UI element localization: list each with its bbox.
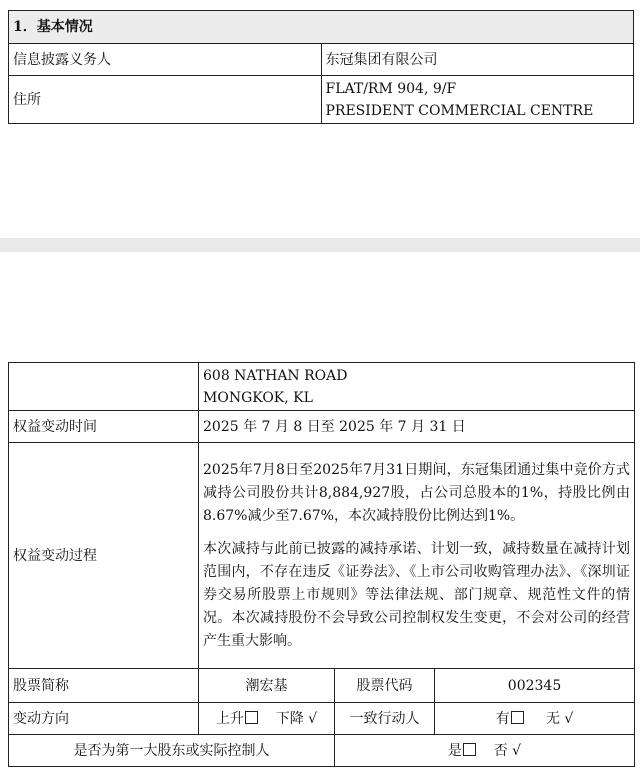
direction-up-text: 上升	[215, 710, 244, 727]
concert-value	[435, 703, 635, 735]
address-line: MONGKOK, KL	[203, 389, 313, 406]
table-row	[9, 703, 635, 735]
basic-info-table	[8, 10, 634, 124]
concert-no-text: 无	[545, 710, 560, 727]
largest-holder-label: 是否为第一大股东或实际控制人	[9, 735, 335, 767]
address-label: 住所	[9, 76, 322, 124]
stock-abbr-value: 潮宏基	[199, 669, 335, 703]
largest-no-text: 否	[493, 742, 508, 759]
section-header-row	[9, 11, 634, 44]
equity-change-table	[8, 362, 635, 767]
discloser-label: 信息披露义务人	[9, 44, 322, 76]
address-line: PRESIDENT COMMERCIAL CENTRE	[325, 102, 594, 119]
address-line: FLAT/RM 904, 9/F	[325, 80, 457, 97]
change-process-value	[199, 443, 635, 669]
table-row	[9, 411, 635, 443]
section-header: 1．基本情况	[9, 11, 634, 44]
change-process-label: 权益变动过程	[9, 443, 199, 669]
page-gap	[0, 238, 640, 252]
direction-down-text: 下降	[275, 710, 304, 727]
address-value	[321, 76, 634, 124]
checkbox-empty-icon	[511, 711, 524, 724]
table-row	[9, 735, 635, 767]
discloser-value: 东冠集团有限公司	[321, 44, 634, 76]
stock-code-value: 002345	[435, 669, 635, 703]
stock-abbr-label: 股票简称	[9, 669, 199, 703]
concert-label: 一致行动人	[335, 703, 435, 735]
process-paragraph: 本次减持与此前已披露的减持承诺、计划一致，减持数量在减持计划范围内，不存在违反《证券法》、《上市公司收购管理办法》、《深圳证券交易所股票上市规则》等法律法规、部门规章、规范性文件的情况。本次减持股份不会导致公司控制权发生变更，不会对公司的经营产生重大影响。	[203, 540, 631, 649]
process-paragraph: 2025年7月8日至2025年7月31日期间，东冠集团通过集中竞价方式减持公司股份共计8,884,927股，占公司总股本的1%，持股比例由8.67%减少至7.67%，本次减持股份比例达到1%。	[203, 461, 631, 524]
table-row	[9, 44, 634, 76]
checkbox-empty-icon	[463, 743, 476, 756]
address-line: 608 NATHAN ROAD	[203, 367, 348, 384]
checkbox-empty-icon	[245, 711, 258, 724]
table-row	[9, 669, 635, 703]
direction-value	[199, 703, 335, 735]
checkmark-icon: √	[308, 710, 318, 727]
checkmark-icon: √	[512, 742, 522, 759]
change-time-label: 权益变动时间	[9, 411, 199, 443]
stock-code-label: 股票代码	[335, 669, 435, 703]
concert-yes-text: 有	[495, 710, 510, 727]
direction-label: 变动方向	[9, 703, 199, 735]
address-value-cont	[199, 363, 635, 411]
largest-yes-text: 是	[447, 742, 462, 759]
address-label-cont	[9, 363, 199, 411]
table-row	[9, 76, 634, 124]
checkmark-icon: √	[564, 710, 574, 727]
table-row	[9, 443, 635, 669]
largest-holder-value	[335, 735, 635, 767]
table-row	[9, 363, 635, 411]
change-time-value: 2025 年 7 月 8 日至 2025 年 7 月 31 日	[199, 411, 635, 443]
